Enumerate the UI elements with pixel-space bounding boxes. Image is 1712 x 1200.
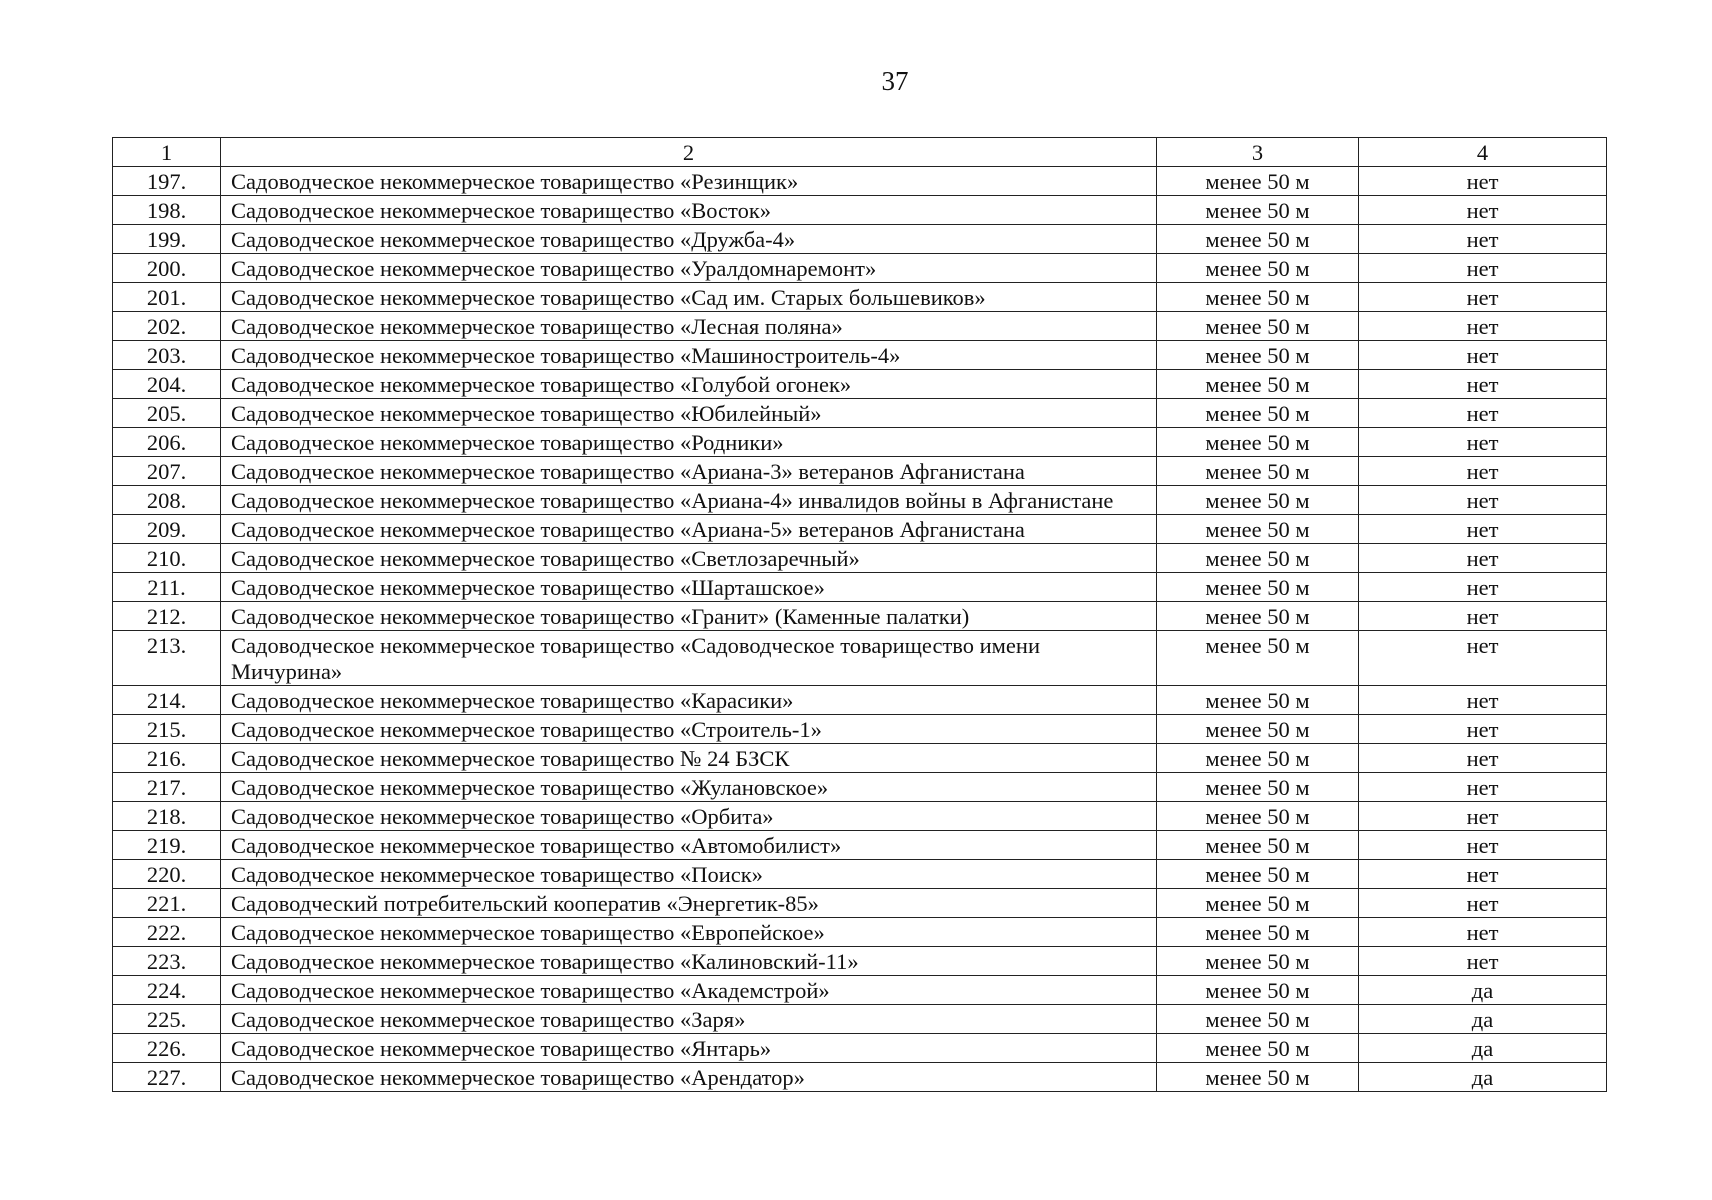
flag-cell: нет (1359, 341, 1607, 370)
flag-cell: нет (1359, 515, 1607, 544)
header-cell-4: 4 (1359, 138, 1607, 167)
table-row (113, 889, 1607, 918)
table-row (113, 918, 1607, 947)
row-number-cell: 208. (113, 486, 221, 515)
table-row (113, 167, 1607, 196)
organization-name-cell: Садоводческое некоммерческое товарищество «Европейское» (221, 918, 1157, 947)
distance-cell: менее 50 м (1157, 860, 1359, 889)
table-row (113, 1005, 1607, 1034)
organization-name-cell: Садоводческое некоммерческое товарищество «Машиностроитель-4» (221, 341, 1157, 370)
flag-cell: нет (1359, 254, 1607, 283)
flag-cell: нет (1359, 225, 1607, 254)
flag-cell: нет (1359, 544, 1607, 573)
row-number-cell: 220. (113, 860, 221, 889)
organization-name-cell: Садоводческое некоммерческое товарищество № 24 БЗСК (221, 744, 1157, 773)
organization-name-cell: Садоводческое некоммерческое товарищество «Калиновский-11» (221, 947, 1157, 976)
flag-cell: нет (1359, 631, 1607, 686)
table-row (113, 225, 1607, 254)
distance-cell: менее 50 м (1157, 399, 1359, 428)
table-row (113, 631, 1607, 686)
flag-cell: нет (1359, 428, 1607, 457)
distance-cell: менее 50 м (1157, 341, 1359, 370)
table-row (113, 860, 1607, 889)
table-row (113, 686, 1607, 715)
table-row (113, 976, 1607, 1005)
flag-cell: да (1359, 1005, 1607, 1034)
distance-cell: менее 50 м (1157, 457, 1359, 486)
distance-cell: менее 50 м (1157, 631, 1359, 686)
table-row (113, 399, 1607, 428)
flag-cell: нет (1359, 744, 1607, 773)
table-row (113, 1034, 1607, 1063)
flag-cell: нет (1359, 312, 1607, 341)
row-number-cell: 209. (113, 515, 221, 544)
row-number-cell: 206. (113, 428, 221, 457)
table-row (113, 715, 1607, 744)
organization-name-cell: Садоводческое некоммерческое товарищество «Голубой огонек» (221, 370, 1157, 399)
flag-cell: нет (1359, 457, 1607, 486)
organization-name-cell: Садоводческое некоммерческое товарищество «Академстрой» (221, 976, 1157, 1005)
distance-cell: менее 50 м (1157, 515, 1359, 544)
distance-cell: менее 50 м (1157, 602, 1359, 631)
row-number-cell: 210. (113, 544, 221, 573)
row-number-cell: 198. (113, 196, 221, 225)
organization-name-cell: Садоводческое некоммерческое товарищество «Уралдомнаремонт» (221, 254, 1157, 283)
table-row (113, 544, 1607, 573)
flag-cell: да (1359, 976, 1607, 1005)
flag-cell: нет (1359, 167, 1607, 196)
row-number-cell: 227. (113, 1063, 221, 1092)
header-cell-3: 3 (1157, 138, 1359, 167)
organization-name-cell: Садоводческое некоммерческое товарищество «Жулановское» (221, 773, 1157, 802)
organization-name-cell: Садоводческое некоммерческое товарищество «Светлозаречный» (221, 544, 1157, 573)
flag-cell: нет (1359, 283, 1607, 312)
row-number-cell: 212. (113, 602, 221, 631)
distance-cell: менее 50 м (1157, 544, 1359, 573)
table-row (113, 283, 1607, 312)
flag-cell: да (1359, 1034, 1607, 1063)
flag-cell: нет (1359, 399, 1607, 428)
organization-name-cell: Садоводческое некоммерческое товарищество «Арендатор» (221, 1063, 1157, 1092)
distance-cell: менее 50 м (1157, 573, 1359, 602)
row-number-cell: 219. (113, 831, 221, 860)
row-number-cell: 217. (113, 773, 221, 802)
row-number-cell: 197. (113, 167, 221, 196)
distance-cell: менее 50 м (1157, 196, 1359, 225)
row-number-cell: 211. (113, 573, 221, 602)
flag-cell: нет (1359, 602, 1607, 631)
table-row (113, 802, 1607, 831)
distance-cell: менее 50 м (1157, 715, 1359, 744)
distance-cell: менее 50 м (1157, 428, 1359, 457)
organization-name-cell: Садоводческое некоммерческое товарищество «Строитель-1» (221, 715, 1157, 744)
table-row (113, 196, 1607, 225)
organization-name-cell: Садоводческое некоммерческое товарищество «Карасики» (221, 686, 1157, 715)
flag-cell: нет (1359, 831, 1607, 860)
distance-cell: менее 50 м (1157, 686, 1359, 715)
header-cell-2: 2 (221, 138, 1157, 167)
table-row (113, 312, 1607, 341)
row-number-cell: 214. (113, 686, 221, 715)
header-cell-1: 1 (113, 138, 221, 167)
table-row (113, 515, 1607, 544)
distance-cell: менее 50 м (1157, 1005, 1359, 1034)
organization-name-cell: Садоводческое некоммерческое товарищество «Резинщик» (221, 167, 1157, 196)
table-row (113, 254, 1607, 283)
table-row (113, 831, 1607, 860)
table-row (113, 1063, 1607, 1092)
table-row (113, 341, 1607, 370)
organization-name-cell: Садоводческое некоммерческое товарищество «Ариана-3» ветеранов Афганистана (221, 457, 1157, 486)
distance-cell: менее 50 м (1157, 744, 1359, 773)
row-number-cell: 205. (113, 399, 221, 428)
organization-name-cell: Садоводческое некоммерческое товарищество «Гранит» (Каменные палатки) (221, 602, 1157, 631)
flag-cell: нет (1359, 918, 1607, 947)
table-row (113, 573, 1607, 602)
row-number-cell: 216. (113, 744, 221, 773)
distance-cell: менее 50 м (1157, 283, 1359, 312)
distance-cell: менее 50 м (1157, 947, 1359, 976)
organization-name-cell: Садоводческое некоммерческое товарищество «Янтарь» (221, 1034, 1157, 1063)
row-number-cell: 224. (113, 976, 221, 1005)
row-number-cell: 203. (113, 341, 221, 370)
organization-name-cell: Садоводческое некоммерческое товарищество «Восток» (221, 196, 1157, 225)
row-number-cell: 213. (113, 631, 221, 686)
distance-cell: менее 50 м (1157, 1034, 1359, 1063)
table-row (113, 602, 1607, 631)
row-number-cell: 202. (113, 312, 221, 341)
row-number-cell: 226. (113, 1034, 221, 1063)
table-row (113, 457, 1607, 486)
flag-cell: нет (1359, 486, 1607, 515)
distance-cell: менее 50 м (1157, 918, 1359, 947)
table-header-row (113, 138, 1607, 167)
table-row (113, 370, 1607, 399)
table-row (113, 773, 1607, 802)
organization-name-cell: Садоводческое некоммерческое товарищество «Шарташское» (221, 573, 1157, 602)
flag-cell: нет (1359, 715, 1607, 744)
distance-cell: менее 50 м (1157, 312, 1359, 341)
distance-cell: менее 50 м (1157, 976, 1359, 1005)
row-number-cell: 221. (113, 889, 221, 918)
flag-cell: нет (1359, 860, 1607, 889)
organization-name-cell: Садоводческое некоммерческое товарищество «Лесная поляна» (221, 312, 1157, 341)
table-body (113, 138, 1607, 1092)
document-table (112, 137, 1607, 1092)
distance-cell: менее 50 м (1157, 1063, 1359, 1092)
table-row (113, 947, 1607, 976)
row-number-cell: 207. (113, 457, 221, 486)
distance-cell: менее 50 м (1157, 802, 1359, 831)
organization-name-cell: Садоводческое некоммерческое товарищество «Сад им. Старых большевиков» (221, 283, 1157, 312)
organization-name-cell: Садоводческое некоммерческое товарищество «Ариана-4» инвалидов войны в Афганистане (221, 486, 1157, 515)
organization-name-cell: Садоводческий потребительский кооператив «Энергетик-85» (221, 889, 1157, 918)
flag-cell: нет (1359, 196, 1607, 225)
organization-name-cell: Садоводческое некоммерческое товарищество «Дружба-4» (221, 225, 1157, 254)
flag-cell: нет (1359, 802, 1607, 831)
flag-cell: нет (1359, 573, 1607, 602)
flag-cell: нет (1359, 773, 1607, 802)
row-number-cell: 215. (113, 715, 221, 744)
row-number-cell: 218. (113, 802, 221, 831)
distance-cell: менее 50 м (1157, 225, 1359, 254)
row-number-cell: 204. (113, 370, 221, 399)
organization-name-cell: Садоводческое некоммерческое товарищество «Заря» (221, 1005, 1157, 1034)
distance-cell: менее 50 м (1157, 370, 1359, 399)
organization-name-cell: Садоводческое некоммерческое товарищество «Орбита» (221, 802, 1157, 831)
row-number-cell: 222. (113, 918, 221, 947)
flag-cell: да (1359, 1063, 1607, 1092)
row-number-cell: 225. (113, 1005, 221, 1034)
table-row (113, 428, 1607, 457)
organization-name-cell: Садоводческое некоммерческое товарищество «Родники» (221, 428, 1157, 457)
organization-name-cell: Садоводческое некоммерческое товарищество «Автомобилист» (221, 831, 1157, 860)
distance-cell: менее 50 м (1157, 889, 1359, 918)
distance-cell: менее 50 м (1157, 254, 1359, 283)
flag-cell: нет (1359, 370, 1607, 399)
page-number: 37 (881, 66, 909, 96)
flag-cell: нет (1359, 947, 1607, 976)
distance-cell: менее 50 м (1157, 167, 1359, 196)
distance-cell: менее 50 м (1157, 831, 1359, 860)
organization-name-cell: Садоводческое некоммерческое товарищество «Садоводческое товарищество имени Мичурина» (221, 631, 1157, 686)
row-number-cell: 199. (113, 225, 221, 254)
row-number-cell: 223. (113, 947, 221, 976)
row-number-cell: 201. (113, 283, 221, 312)
flag-cell: нет (1359, 889, 1607, 918)
row-number-cell: 200. (113, 254, 221, 283)
table-row (113, 486, 1607, 515)
flag-cell: нет (1359, 686, 1607, 715)
distance-cell: менее 50 м (1157, 773, 1359, 802)
table-row (113, 744, 1607, 773)
organization-name-cell: Садоводческое некоммерческое товарищество «Поиск» (221, 860, 1157, 889)
distance-cell: менее 50 м (1157, 486, 1359, 515)
organization-name-cell: Садоводческое некоммерческое товарищество «Ариана-5» ветеранов Афганистана (221, 515, 1157, 544)
organization-name-cell: Садоводческое некоммерческое товарищество «Юбилейный» (221, 399, 1157, 428)
